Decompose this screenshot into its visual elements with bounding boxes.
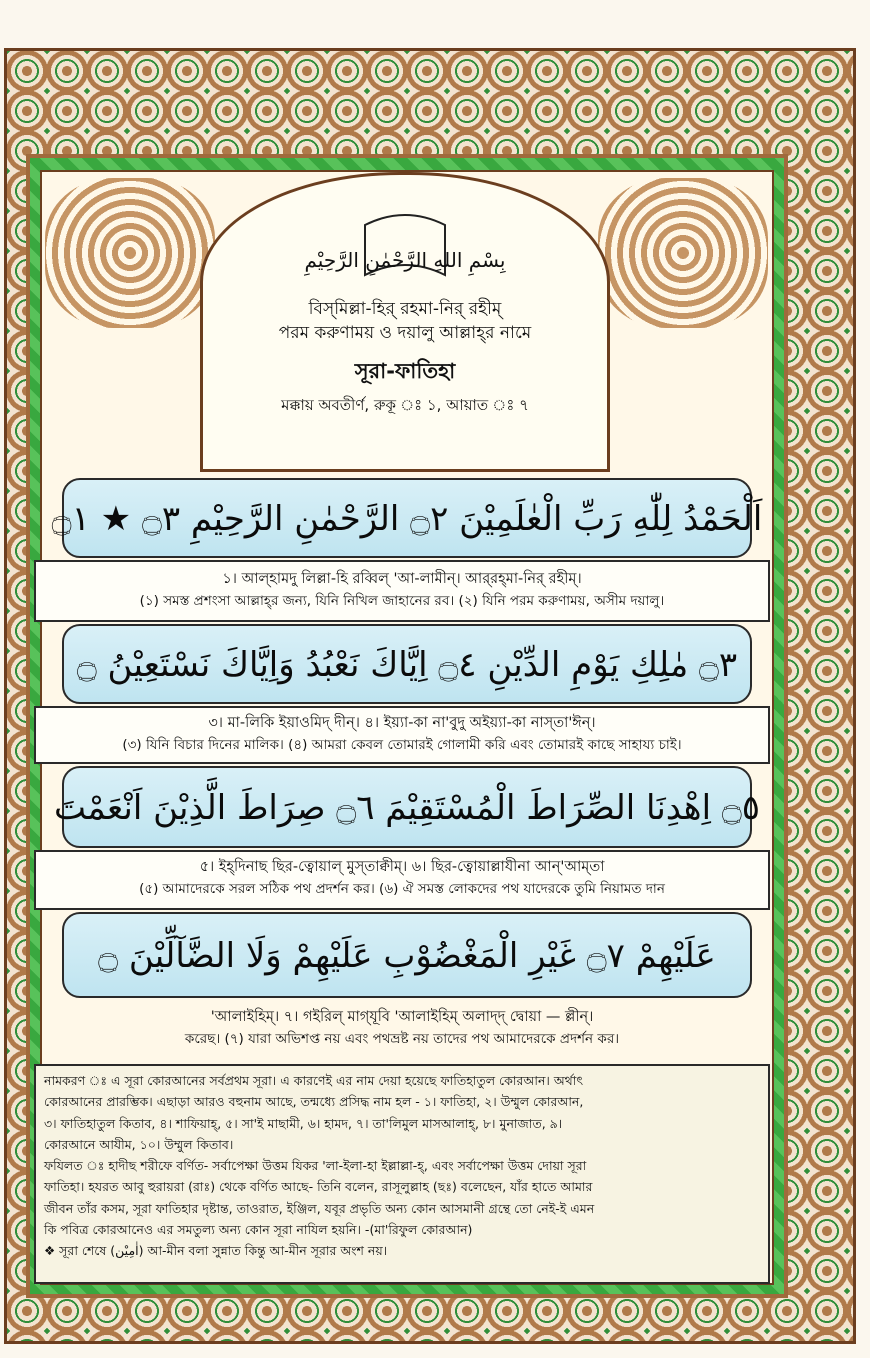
verse-1-arabic: اَلْحَمْدُ لِلّٰهِ رَبِّ الْعٰلَمِيْنَ ۝٢ الرَّحْمٰنِ الرَّحِيْمِ ۝٣ ★ ۝١	[62, 478, 752, 558]
bismillah-meaning: পরম করুণাময় ও দয়ালু আল্লাহ্‌র নামে	[278, 323, 532, 343]
verse-2-meaning: (৩) যিনি বিচার দিনের মালিক। (৪) আমরা কেবল তোমারই গোলামী করি এবং তোমারই কাছে সাহায্য চাই।	[122, 737, 682, 753]
verse-1-translation	[34, 560, 770, 622]
note-line: ৩। ফাতিহাতুল কিতাব, ৪। শাফিয়াহ্‌, ৫। সা'ই মাছামী, ৬। হামদ, ৭। তা'লিমুল মাসআলাহ্‌, ৮। মুনাজাত, ৯।	[44, 1115, 563, 1131]
sura-title: সূরা-ফাতিহা	[354, 359, 456, 383]
amin-note-prefix: ❖ সূরা শেষে (	[44, 1243, 116, 1259]
verse-4-translation	[34, 1000, 770, 1062]
verse-3-pronunciation: ৫। ইহ্‌দিনাছ ছির-ত্বোয়াল্‌ মুস্‌তাক্বীম্‌। ৬। ছির-ত্বোয়াল্লাযীনা আন্‌'আম্‌তা	[199, 859, 605, 875]
bismillah-arabic: بِسْمِ اللهِ الرَّحْمٰنِ الرَّحِيْمِ	[304, 248, 506, 272]
amin-note	[44, 1240, 760, 1261]
verse-1-pronunciation: ১। আল্‌হামদু লিল্লা-হি রব্বিল্‌ 'আ-লামীন্‌। আর্‌রহ্‌মা-নির্ রহীম্‌।	[222, 571, 582, 587]
verse-4-arabic: عَلَيْهِمْ ۝٧ غَيْرِ الْمَغْضُوْبِ عَلَيْهِمْ وَلَا الضَّآلِّيْنَ ۝	[62, 912, 752, 998]
note-line: ফাতিহা। হযরত আবু হুরায়রা (রাঃ) থেকে বর্ণিত আছে- তিনি বলেন, রাসূলুল্লাহ (ছঃ) বলেছেন, যাঁর হাতে আমার	[44, 1179, 593, 1195]
note-line: কোরআনের প্রারম্ভিক। এছাড়া আরও বহুনাম আছে, তন্মধ্যে প্রসিদ্ধ নাম হল - ১। ফাতিহা, ২। উম্মুল কোরআন,	[44, 1094, 584, 1110]
verse-4-meaning: করেছ। (৭) যারা অভিশপ্ত নয় এবং পথভ্রষ্ট নয় তাদের পথ আমাদেরকে প্রদর্শন কর।	[184, 1031, 620, 1047]
notes-box	[34, 1064, 770, 1284]
verse-2-translation	[34, 706, 770, 764]
amin-note-suffix: ) আ-মীন বলা সুন্নাত কিন্তু আ-মীন সূরার অংশ নয়।	[138, 1243, 388, 1259]
note-line: জীবন তাঁর কসম, সূরা ফাতিহার দৃষ্টান্ত, তাওরাত, ইঞ্জিল, যবূর প্রভৃতি অন্য কোন আসমানী গ্রন্থে তো নেই-ই এমন	[44, 1200, 595, 1216]
left-corner-ornament	[45, 178, 215, 328]
verse-1-meaning: (১) সমস্ত প্রশংসা আল্লাহ্‌র জন্য, যিনি নিখিল জাহানের রব। (২) যিনি পরম করুণাময়, অসীম দয়ালু।	[139, 593, 665, 609]
verse-4-pronunciation: 'আলাইহিম্‌। ৭। গইরিল্‌ মাগ্‌যূবি 'আলাইহিম্‌ অলাদ্দ্‌ দ্বোয়া — ল্লীন্‌।	[210, 1009, 594, 1025]
bismillah-pronunciation: বিস্‌মিল্লা-হির্ রহমা-নির্ রহীম্‌	[308, 299, 502, 319]
bismillah-calligraphy	[285, 205, 525, 297]
note-line: ফযিলত ঃ হাদীছ শরীফে বর্ণিত- সর্বাপেক্ষা উত্তম যিকর 'লা-ইলা-হা ইল্লাল্লা-হ্‌, এবং সর্বাপেক্ষা উত্তম দোয়া সূরা	[44, 1158, 587, 1174]
note-line: কোরআনে আযীম, ১০। উম্মুল কিতাব।	[44, 1136, 234, 1152]
sura-meta: মক্কায় অবতীর্ণ, রুকূ ঃ ১, আয়াত ঃ ৭	[281, 396, 529, 414]
sura-header	[200, 205, 610, 419]
note-line: নামকরণ ঃ এ সূরা কোরআনের সর্বপ্রথম সূরা। এ কারণেই এর নাম দেয়া হয়েছে ফাতিহাতুল কোরআন। অর্থাৎ	[44, 1073, 584, 1088]
verse-2-arabic: ۝٣ مٰلِكِ يَوْمِ الدِّيْنِ ۝٤ اِيَّاكَ نَعْبُدُ وَاِيَّاكَ نَسْتَعِيْنُ ۝	[62, 624, 752, 704]
note-line: কি পবিত্র কোরআনেও এর সমতুল্য অন্য কোন সূরা নাযিল হয়নি। -(মা'রিফুল কোরআন)	[44, 1222, 473, 1238]
verse-2-pronunciation: ৩। মা-লিকি ইয়াওমিদ্‌ দীন্‌। ৪। ইয়্যা-কা না'বুদু অইয়্যা-কা নাস্‌তা'ঈন্‌।	[208, 715, 596, 731]
verse-3-meaning: (৫) আমাদেরকে সরল সঠিক পথ প্রদর্শন কর। (৬) ঐ সমস্ত লোকদের পথ যাদেরকে তুমি নিয়ামত দান	[139, 881, 665, 897]
right-corner-ornament	[598, 178, 768, 328]
verse-3-translation	[34, 850, 770, 910]
amin-arabic: اٰمِيْن	[115, 1243, 139, 1259]
verse-3-arabic: ۝٥ اِهْدِنَا الصِّرَاطَ الْمُسْتَقِيْمَ ۝٦ صِرَاطَ الَّذِيْنَ اَنْعَمْتَ	[62, 766, 752, 848]
